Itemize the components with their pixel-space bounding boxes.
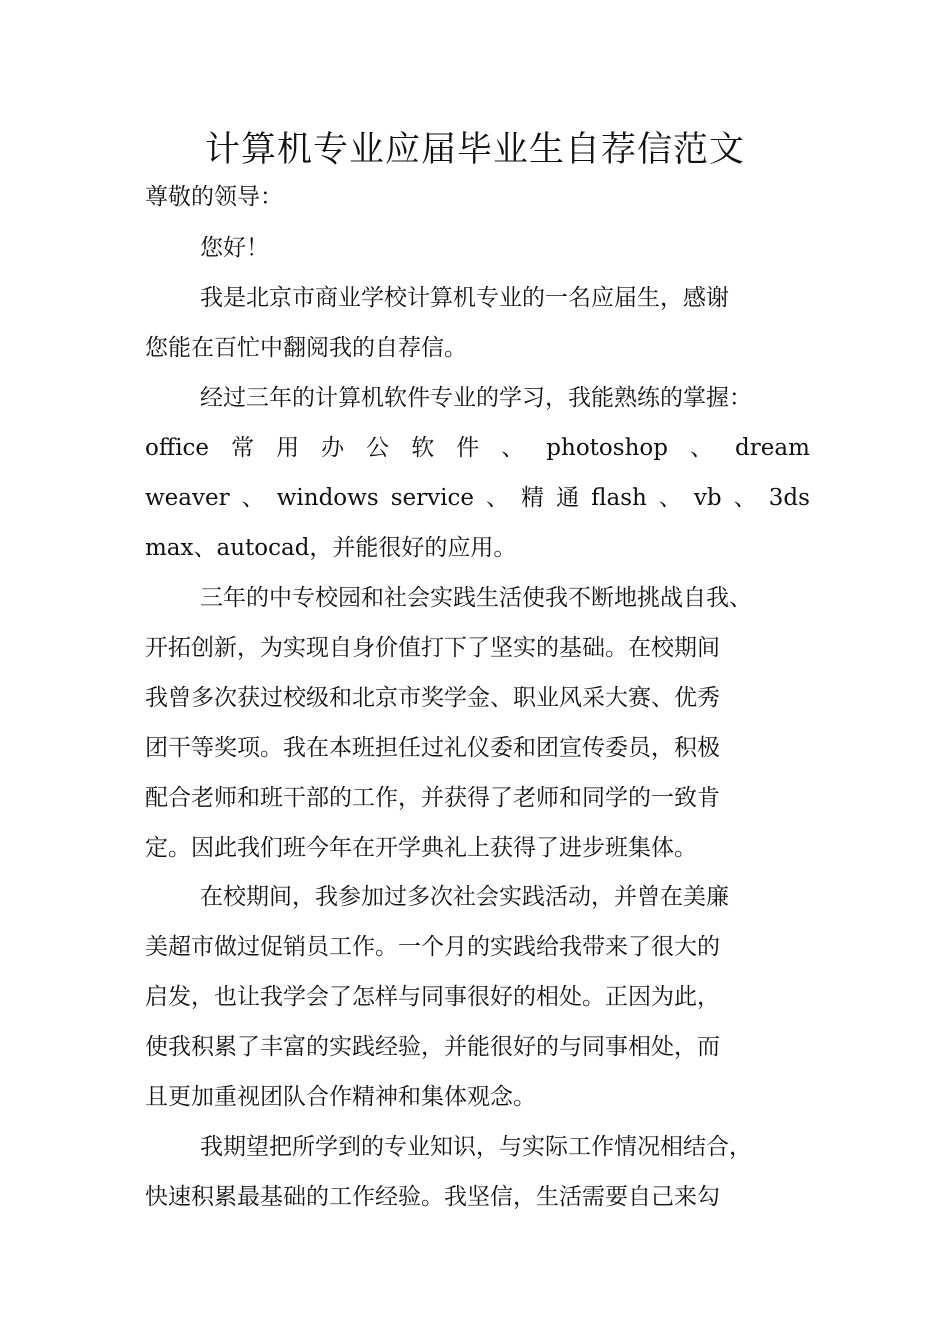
line-token: 、 [501,435,525,461]
line-token: 软 [411,435,435,461]
document-title: 计算机专业应届毕业生自荐信范文 [204,130,745,170]
line-token: service [390,485,474,511]
paragraph-2-line-2 [145,431,810,465]
line-token: 通 [556,485,580,511]
line-token: weaver [145,485,230,511]
line-token: windows [276,485,379,511]
line-token: 用 [276,435,300,461]
line-token: 件 [456,435,480,461]
paragraph-1-line-1: 我是北京市商业学校计算机专业的一名应届生，感谢 [200,285,729,311]
paragraph-2-line-4: max、autocad，并能很好的应用。 [145,535,517,561]
line-token: vb [693,485,722,511]
paragraph-3-line-2: 开拓创新，为实现自身价值打下了坚实的基础。在校期间 [145,635,720,661]
line-token: dream [735,435,810,461]
line-token: photoshop [546,435,668,461]
line-token: 、 [733,485,757,511]
greeting: 您好！ [200,235,269,261]
line-token: 、 [486,485,509,511]
line-token: flash [591,485,647,511]
line-token: office [145,435,210,461]
paragraph-3-line-4: 团干等奖项。我在本班担任过礼仪委和团宣传委员，积极 [145,735,720,761]
paragraph-2-line-3 [145,481,810,515]
paragraph-3-line-3: 我曾多次获过校级和北京市奖学金、职业风采大赛、优秀 [145,685,720,711]
line-token: 、 [241,485,265,511]
paragraph-5-line-2: 快速积累最基础的工作经验。我坚信，生活需要自己来勾 [145,1184,720,1210]
paragraph-4-line-5: 且更加重视团队合作精神和集体观念。 [145,1084,536,1110]
paragraph-4-line-1: 在校期间，我参加过多次社会实践活动，并曾在美廉 [200,884,729,910]
line-token: 3ds [768,485,810,511]
paragraph-4-line-3: 启发，也让我学会了怎样与同事很好的相处。正因为此， [145,984,720,1010]
paragraph-5-line-1: 我期望把所学到的专业知识，与实际工作情况相结合， [200,1134,752,1160]
line-token: 、 [658,485,682,511]
paragraph-4-line-2: 美超市做过促销员工作。一个月的实践给我带来了很大的 [145,934,720,960]
line-token: 、 [690,435,713,461]
line-token: 办 [321,435,345,461]
line-token: 公 [366,435,390,461]
paragraph-3-line-6: 定。因此我们班今年在开学典礼上获得了进步班集体。 [145,835,697,861]
line-token: 精 [521,485,545,511]
paragraph-3-line-5: 配合老师和班干部的工作，并获得了老师和同学的一致肯 [145,785,720,811]
salutation: 尊敬的领导： [145,184,283,210]
line-token: 常 [231,435,255,461]
paragraph-2-line-1: 经过三年的计算机软件专业的学习，我能熟练的掌握： [200,385,752,411]
paragraph-1-line-2: 您能在百忙中翻阅我的自荐信。 [145,335,467,361]
paragraph-4-line-4: 使我积累了丰富的实践经验，并能很好的与同事相处，而 [145,1034,720,1060]
paragraph-3-line-1: 三年的中专校园和社会实践生活使我不断地挑战自我、 [200,585,752,611]
